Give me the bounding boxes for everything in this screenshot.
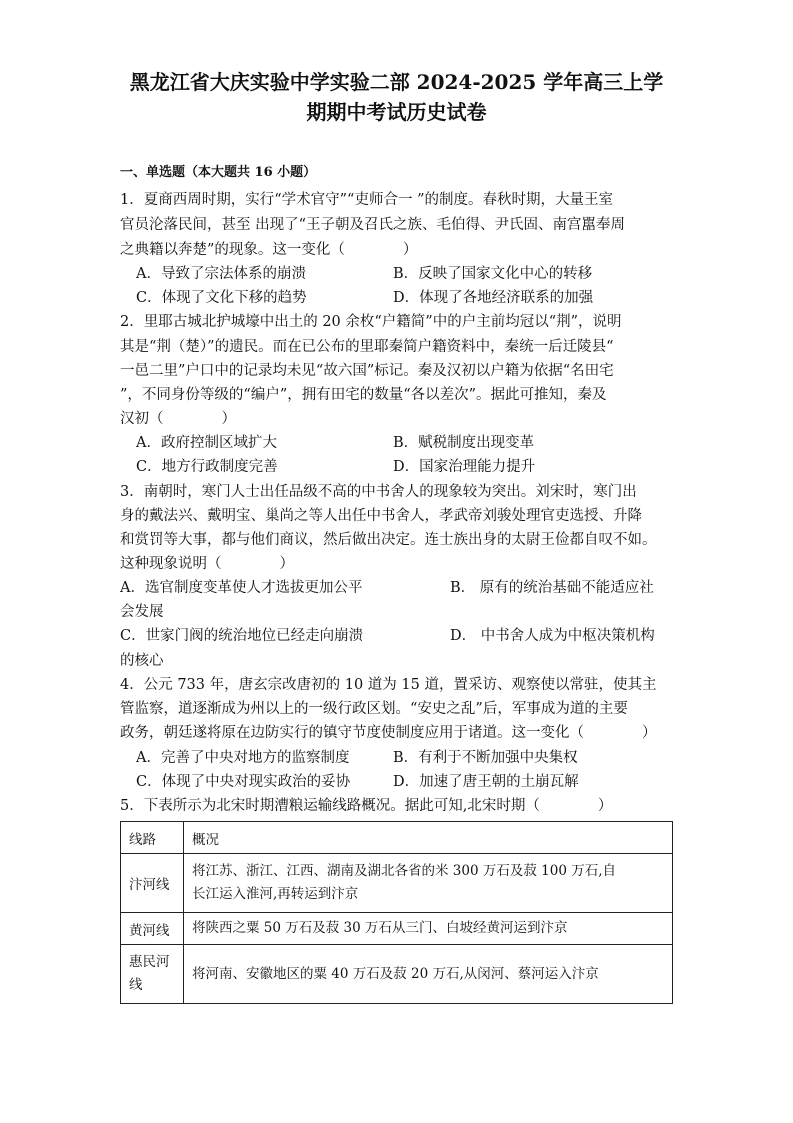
exam-title-line1: 黑龙江省大庆实验中学实验二部 2024-2025 学年高三上学 bbox=[129, 70, 664, 94]
q1-line-2: 官员沦落民间，甚至 出现了“王子朝及召氏之族、毛伯得、尹氏固、南宫嚚奉周 bbox=[120, 217, 626, 233]
route-cell: 黄河线 bbox=[121, 913, 184, 945]
q2-option-d[interactable]: D．国家治理能力提升 bbox=[393, 459, 536, 475]
overview-line: 将江苏、浙江、江西、湖南及湖北各省的米 300 万石及菽 100 万石,自 bbox=[192, 863, 616, 879]
table-header-overview: 概况 bbox=[184, 822, 673, 854]
q3-line-2: 身的戴法兴、戴明宝、巢尚之等人出任中书舍人，孝武帝刘骏处理官吏选授、升降 bbox=[120, 508, 642, 524]
table-header-route: 线路 bbox=[121, 822, 184, 854]
q3-option-a[interactable]: A．选官制度变革使人才选拔更加公平 bbox=[120, 580, 363, 596]
q1-option-d[interactable]: D．体现了各地经济联系的加强 bbox=[393, 290, 594, 306]
overview-line: 将陕西之粟 50 万石及菽 30 万石从三门、白坡经黄河运到汴京 bbox=[192, 920, 568, 936]
q2-line-2: 其是“荆（楚）”的遗民。而在已公布的里耶秦简户籍资料中，秦统一后迁陵县“ bbox=[120, 339, 614, 355]
q4-option-d[interactable]: D．加速了唐王朝的土崩瓦解 bbox=[393, 774, 579, 790]
route-line: 惠民河 bbox=[129, 954, 170, 970]
q4-option-b[interactable]: B．有利于不断加强中央集权 bbox=[393, 750, 578, 766]
q4-option-a[interactable]: A．完善了中央对地方的监察制度 bbox=[136, 750, 350, 766]
table-header-row bbox=[121, 822, 673, 854]
q2-option-b[interactable]: B．赋税制度出现变革 bbox=[393, 435, 535, 451]
overview-cell bbox=[184, 913, 673, 945]
q3-line-3: 和赏罚等大事，都与他们商议，然后做出决定。连士族出身的太尉王俭都自叹不如。 bbox=[120, 532, 657, 548]
overview-line: 长江运入淮河,再转运到汴京 bbox=[192, 886, 359, 902]
q4-option-c[interactable]: C．体现了中央对现实政治的妥协 bbox=[136, 774, 351, 790]
q2-option-c[interactable]: C．地方行政制度完善 bbox=[136, 459, 278, 475]
q1-line-1: 1．夏商西周时期，实行“学术官守”“吏师合一 ”的制度。春秋时期，大量王室 bbox=[120, 192, 613, 208]
q3-line-1: 3．南朝时，寒门人士出任品级不高的中书舍人的现象较为突出。刘宋时，寒门出 bbox=[120, 484, 637, 500]
section-heading: 一、单选题（本大题共 16 小题） bbox=[120, 165, 317, 180]
overview-cell bbox=[184, 945, 673, 1004]
q1-line-3: 之典籍以奔楚”的现象。这一变化（ ） bbox=[120, 242, 418, 258]
route-cell bbox=[121, 945, 184, 1004]
q4-line-3: 政务，朝廷遂将原在边防实行的镇守节度使制度应用于诸道。这一变化（ ） bbox=[120, 725, 657, 741]
q2-line-4: ”，不同身份等级的“编户”，拥有田宅的数量“各以差次”。据此可推知，秦及 bbox=[120, 387, 607, 403]
q3-line-4: 这种现象说明（ ） bbox=[120, 556, 294, 572]
q2-line-5: 汉初（ ） bbox=[120, 411, 236, 427]
exam-title-line2: 期期中考试历史试卷 bbox=[306, 100, 487, 124]
q2-line-3: 一邑二里”户口中的记录均未见“故六国”标记。秦及汉初以户籍为依据“名田宅 bbox=[120, 363, 614, 379]
q4-line-1: 4．公元 733 年，唐玄宗改唐初的 10 道为 15 道，置采访、观察使以常驻，使其主 bbox=[120, 677, 657, 693]
q1-option-c[interactable]: C．体现了文化下移的趋势 bbox=[136, 290, 307, 306]
route-line: 线 bbox=[129, 977, 143, 993]
q5-line-1: 5．下表所示为北宋时期漕粮运输线路概况。据此可知,北宋时期（ ） bbox=[120, 798, 613, 814]
q1-option-b[interactable]: B．反映了国家文化中心的转移 bbox=[393, 266, 593, 282]
route-cell: 汴河线 bbox=[121, 854, 184, 913]
q2-option-a[interactable]: A．政府控制区域扩大 bbox=[136, 435, 277, 451]
table-row bbox=[121, 854, 673, 913]
q3-option-b-continued: 会发展 bbox=[120, 604, 164, 620]
q3-option-b[interactable]: B． 原有的统治基础不能适应社 bbox=[450, 580, 654, 596]
transport-routes-table bbox=[120, 821, 673, 1004]
q2-line-1: 2．里耶古城北护城壕中出土的 20 余枚“户籍简”中的户主前均冠以“荆”，说明 bbox=[120, 314, 622, 330]
overview-line: 将河南、安徽地区的粟 40 万石及菽 20 万石,从闵河、蔡河运入汴京 bbox=[192, 965, 599, 982]
q3-option-d[interactable]: D． 中书舍人成为中枢决策机构 bbox=[450, 628, 655, 644]
table-row bbox=[121, 945, 673, 1004]
q3-option-c[interactable]: C．世家门阀的统治地位已经走向崩溃 bbox=[120, 628, 364, 644]
overview-cell bbox=[184, 854, 673, 913]
table-row bbox=[121, 913, 673, 945]
q1-option-a[interactable]: A．导致了宗法体系的崩溃 bbox=[136, 266, 306, 282]
q3-option-d-continued: 的核心 bbox=[120, 653, 164, 669]
q4-line-2: 管监察，道逐渐成为州以上的一级行政区划。“安史之乱”后，军事成为道的主要 bbox=[120, 701, 628, 717]
